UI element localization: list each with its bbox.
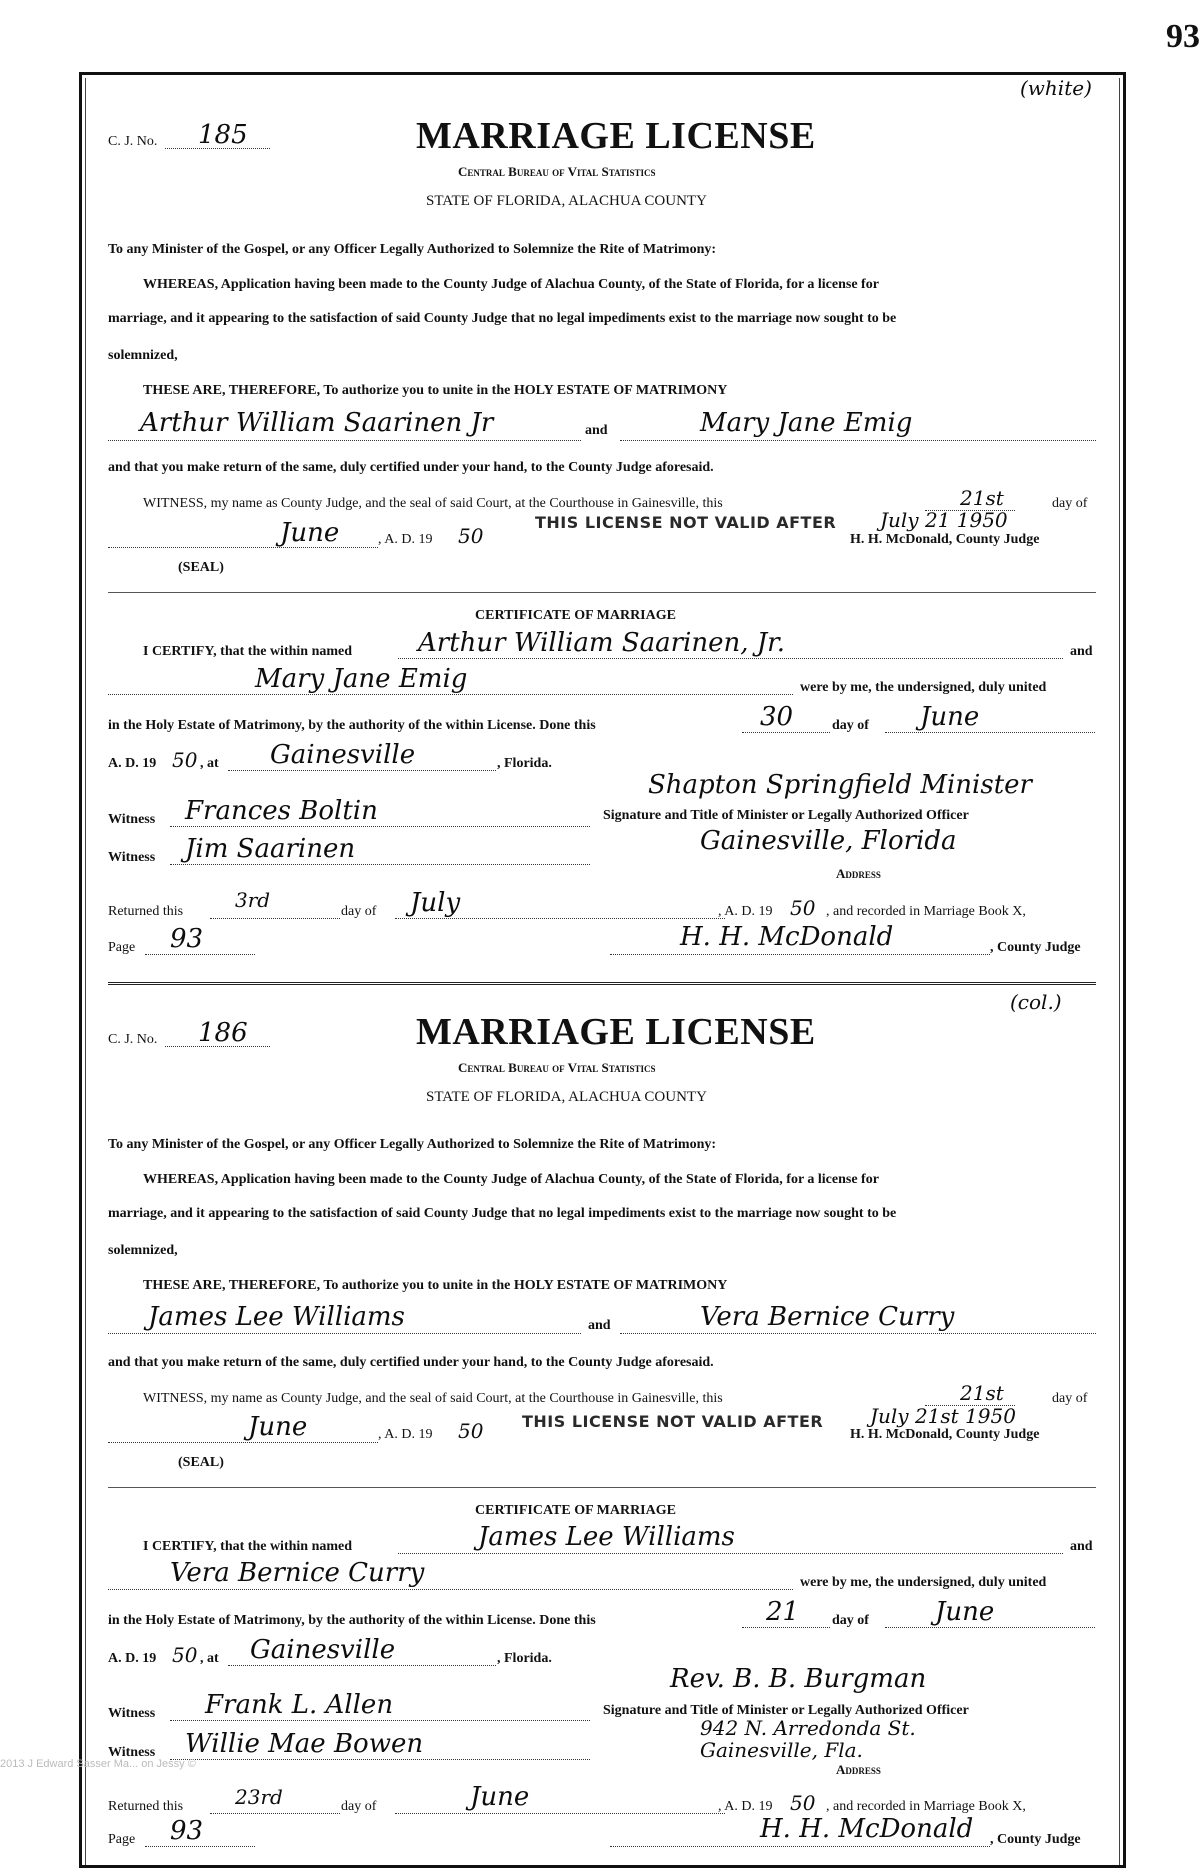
cert-groom: James Lee Williams [478, 1522, 735, 1552]
validity-stamp: THIS LICENSE NOT VALID AFTER [535, 513, 837, 532]
whereas-line-3: solemnized, [108, 348, 178, 363]
officiant-signature: Shapton Springfield Minister [648, 770, 1032, 800]
cert-united: were by me, the undersigned, duly united [800, 680, 1047, 695]
cert-holy-line: in the Holy Estate of Matrimony, by the authority of the within License. Done this [108, 1613, 596, 1628]
cert-groom-line [398, 658, 1063, 659]
and-label: and [588, 1318, 611, 1333]
witness-1-label: Witness [108, 1706, 156, 1721]
witness-1-label: Witness [108, 812, 156, 827]
witness-1-name: Frank L. Allen [205, 1690, 394, 1720]
validity-stamp-date: July 21 1950 [880, 508, 1008, 532]
cj-no-label: C. J. No. [108, 1032, 158, 1047]
cert-bride: Vera Bernice Curry [170, 1558, 425, 1588]
returned-label: Returned this [108, 1799, 184, 1814]
county-judge-label: , County Judge [990, 1832, 1081, 1847]
witness-2-line [170, 864, 590, 865]
whereas-line-3: solemnized, [108, 1243, 178, 1258]
race-note: (white) [1020, 76, 1092, 100]
license-separator [108, 982, 1096, 985]
seal-label: (SEAL) [178, 560, 224, 575]
cert-at: , at [200, 1651, 219, 1666]
cert-place: Gainesville [250, 1635, 396, 1665]
address-line: To any Minister of the Gospel, or any Officer Legally Authorized to Solemnize the Rite of Matrimony: [108, 1137, 717, 1152]
bride-line [620, 440, 1096, 441]
page-label: Page [108, 1832, 136, 1847]
cert-and: and [1070, 644, 1093, 659]
cert-bride-line [108, 694, 793, 695]
cert-at: , at [200, 756, 219, 771]
officiant-address-1: 942 N. Arredonda St. [700, 1716, 916, 1740]
cert-month-line [885, 732, 1095, 733]
groom-line [108, 440, 581, 441]
cert-place-line [228, 1665, 496, 1666]
witness-line: WITNESS, my name as County Judge, and the seal of said Court, at the Courthouse in Gainesville, this [143, 1391, 723, 1406]
cert-day-of: day of [832, 718, 869, 733]
returned-month: July [410, 888, 461, 918]
cert-divider [108, 1487, 1096, 1488]
therefore-line: THESE ARE, THEREFORE, To authorize you to unite in the HOLY ESTATE OF MATRIMONY [143, 383, 728, 398]
cert-place: Gainesville [270, 740, 416, 770]
cert-day-line [742, 732, 830, 733]
returned-year: 50 [790, 896, 816, 920]
bride-name: Mary Jane Emig [700, 408, 913, 438]
witness-2-label: Witness [108, 1745, 156, 1760]
groom-name: James Lee Williams [148, 1302, 405, 1332]
returned-ad: , A. D. 19 [718, 904, 773, 919]
returned-day: 3rd [235, 888, 271, 912]
month-value: June [248, 1412, 308, 1442]
recorder-line [610, 1846, 990, 1847]
year-value: 50 [458, 524, 484, 548]
recorded-line: , and recorded in Marriage Book X, [826, 1799, 1026, 1814]
recorder-signature: H. H. McDonald [680, 922, 894, 952]
validity-stamp: THIS LICENSE NOT VALID AFTER [522, 1412, 824, 1431]
day-of-label: day of [1052, 1391, 1088, 1406]
address-label: Address [836, 866, 881, 881]
license-title: MARRIAGE LICENSE [416, 1011, 816, 1053]
and-label: and [585, 423, 608, 438]
returned-day-of: day of [341, 904, 377, 919]
return-line: and that you make return of the same, duly certified under your hand, to the County Judge aforesaid. [108, 1355, 714, 1370]
validity-stamp-date: July 21st 1950 [870, 1404, 1016, 1428]
groom-name: Arthur William Saarinen Jr [140, 408, 494, 438]
cj-no-value: 185 [198, 120, 248, 150]
county-judge-label: , County Judge [990, 940, 1081, 955]
cert-day-line [742, 1627, 830, 1628]
bride-line [620, 1333, 1096, 1334]
cert-certify-line: I CERTIFY, that the within named [143, 1539, 353, 1554]
officiant-signature: Rev. B. B. Burgman [670, 1664, 927, 1694]
witness-2-name: Jim Saarinen [185, 834, 356, 864]
certificate-title: CERTIFICATE OF MARRIAGE [475, 608, 676, 623]
cert-holy-line: in the Holy Estate of Matrimony, by the authority of the within License. Done this [108, 718, 596, 733]
witness-2-label: Witness [108, 850, 156, 865]
cj-no-value: 186 [198, 1018, 248, 1048]
day-value: 21st [960, 486, 1004, 510]
year-value: 50 [458, 1419, 484, 1443]
bride-name: Vera Bernice Curry [700, 1302, 955, 1332]
witness-1-name: Frances Boltin [185, 796, 378, 826]
whereas-line-2: marriage, and it appearing to the satisfaction of said County Judge that no legal impediments exist to the marriage now sought to be [108, 311, 897, 326]
cert-month: June [935, 1597, 995, 1627]
returned-month-line [395, 1813, 725, 1814]
whereas-line-1: WHEREAS, Application having been made to the County Judge of Alachua County, of the State of Florida, for a license for [143, 1172, 879, 1187]
bureau-name: Central Bureau of Vital Statistics [458, 164, 656, 179]
month-line [108, 1442, 378, 1443]
returned-year: 50 [790, 1791, 816, 1815]
therefore-line: THESE ARE, THEREFORE, To authorize you to unite in the HOLY ESTATE OF MATRIMONY [143, 1278, 728, 1293]
page-value: 93 [170, 924, 204, 954]
witness-2-line [170, 1759, 590, 1760]
day-of-label: day of [1052, 496, 1088, 511]
judge-signature: H. H. McDonald, County Judge [850, 532, 1040, 547]
cert-ad: A. D. 19 [108, 756, 157, 771]
return-line: and that you make return of the same, duly certified under your hand, to the County Judge aforesaid. [108, 460, 714, 475]
cj-no-label: C. J. No. [108, 134, 158, 149]
returned-day-line [210, 1813, 340, 1814]
bureau-name: Central Bureau of Vital Statistics [458, 1060, 656, 1075]
month-value: June [280, 518, 340, 548]
page-label: Page [108, 940, 136, 955]
judge-signature: H. H. McDonald, County Judge [850, 1427, 1040, 1442]
cert-united: were by me, the undersigned, duly united [800, 1575, 1047, 1590]
day-value: 21st [960, 1381, 1004, 1405]
state-county: STATE OF FLORIDA, ALACHUA COUNTY [426, 193, 707, 209]
recorder-line [610, 954, 990, 955]
ad-label: , A. D. 19 [378, 532, 433, 547]
officiant-address: Gainesville, Florida [700, 826, 957, 856]
cert-day-of: day of [832, 1613, 869, 1628]
witness-line: WITNESS, my name as County Judge, and the seal of said Court, at the Courthouse in Gainesville, this [143, 496, 723, 511]
witness-2-name: Willie Mae Bowen [185, 1729, 424, 1759]
cert-florida: , Florida. [497, 756, 552, 771]
officiant-address-2: Gainesville, Fla. [700, 1738, 863, 1762]
cert-year: 50 [172, 1643, 198, 1667]
cert-day: 30 [760, 702, 794, 732]
cert-bride: Mary Jane Emig [255, 664, 468, 694]
seal-label: (SEAL) [178, 1455, 224, 1470]
cert-month-line [885, 1627, 1095, 1628]
cert-place-line [228, 770, 496, 771]
returned-day-line [210, 918, 340, 919]
returned-ad: , A. D. 19 [718, 1799, 773, 1814]
state-county: STATE OF FLORIDA, ALACHUA COUNTY [426, 1089, 707, 1105]
address-label: Address [836, 1762, 881, 1777]
cert-certify-line: I CERTIFY, that the within named [143, 644, 353, 659]
witness-1-line [170, 826, 590, 827]
cert-day: 21 [766, 1597, 800, 1627]
cert-year: 50 [172, 748, 198, 772]
race-note: (col.) [1010, 990, 1062, 1014]
signature-title-label: Signature and Title of Minister or Legally Authorized Officer [603, 808, 969, 823]
cert-ad: A. D. 19 [108, 1651, 157, 1666]
signature-title-label: Signature and Title of Minister or Legally Authorized Officer [603, 1703, 969, 1718]
license-title: MARRIAGE LICENSE [416, 115, 816, 157]
cert-groom: Arthur William Saarinen, Jr. [418, 628, 786, 658]
cert-groom-line [398, 1553, 1063, 1554]
page-line [145, 1846, 255, 1847]
groom-line [108, 1333, 581, 1334]
returned-label: Returned this [108, 904, 184, 919]
certificate-title: CERTIFICATE OF MARRIAGE [475, 1503, 676, 1518]
cert-month: June [920, 702, 980, 732]
returned-day-of: day of [341, 1799, 377, 1814]
ad-label: , A. D. 19 [378, 1427, 433, 1442]
recorded-line: , and recorded in Marriage Book X, [826, 904, 1026, 919]
returned-month: June [470, 1782, 530, 1812]
cert-and: and [1070, 1539, 1093, 1554]
page-line [145, 954, 255, 955]
cert-divider [108, 592, 1096, 593]
address-line: To any Minister of the Gospel, or any Officer Legally Authorized to Solemnize the Rite of Matrimony: [108, 242, 717, 257]
page-number: 93 [1166, 18, 1200, 55]
returned-month-line [395, 918, 725, 919]
witness-1-line [170, 1720, 590, 1721]
copyright-watermark: 2013 J Edward Sasser Ma... on Jessy © [0, 1758, 196, 1770]
whereas-line-1: WHEREAS, Application having been made to the County Judge of Alachua County, of the State of Florida, for a license for [143, 277, 879, 292]
page-value: 93 [170, 1816, 204, 1846]
whereas-line-2: marriage, and it appearing to the satisfaction of said County Judge that no legal impediments exist to the marriage now sought to be [108, 1206, 897, 1221]
returned-day: 23rd [235, 1785, 283, 1809]
recorder-signature: H. H. McDonald [760, 1814, 974, 1844]
cert-bride-line [108, 1589, 793, 1590]
cert-florida: , Florida. [497, 1651, 552, 1666]
